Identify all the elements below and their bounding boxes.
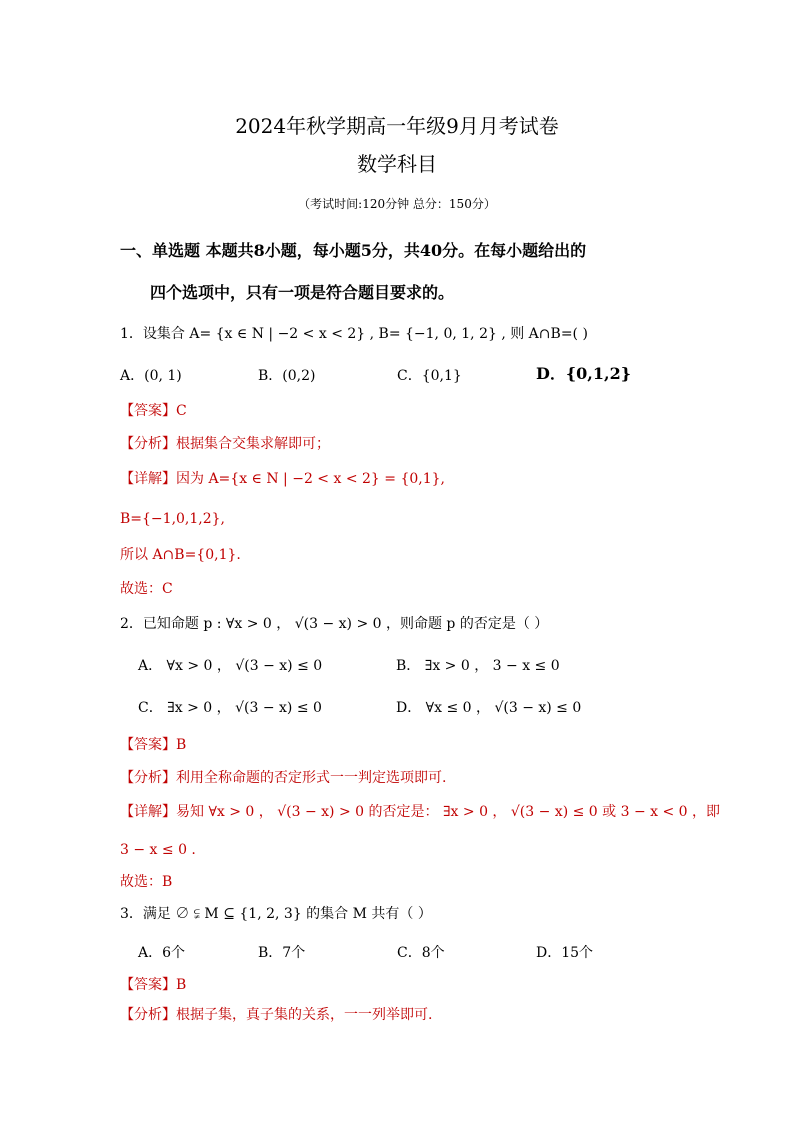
q3-option-b: B．7个 — [258, 945, 306, 961]
q3-analysis: 【分析】根据子集，真子集的关系，一一列举即可. — [120, 1007, 433, 1023]
q1-detail-line1: 【详解】因为 A={x ∈ N | −2 < x < 2} = {0,1}, — [120, 471, 445, 487]
q2-option-a: A． ∀x > 0 ， √(3 − x) ≤ 0 — [138, 658, 323, 674]
q2-detail-line2: 3 − x ≤ 0 . — [120, 842, 196, 858]
q2-option-d: D． ∀x ≤ 0 ， √(3 − x) ≤ 0 — [396, 700, 582, 716]
exam-title: 2024年秋学期高一年级9月月考试卷 — [235, 114, 559, 138]
q3-stem: 3．满足 ∅ ⫋ M ⊆ {1, 2, 3} 的集合 M 共有（ ） — [120, 906, 432, 922]
q2-choice: 故选：B — [120, 874, 173, 890]
q1-choice: 故选：C — [120, 581, 173, 597]
q2-stem: 2．已知命题 p : ∀x > 0 ， √(3 − x) > 0 ，则命题 p 的否定是（ ） — [120, 616, 549, 632]
q1-option-b: B．(0,2) — [258, 368, 316, 384]
q1-analysis: 【分析】根据集合交集求解即可； — [120, 436, 330, 452]
q1-detail-line2: B={−1,0,1,2}, — [120, 511, 225, 527]
exam-info: （考试时间:120分钟 总分：150分） — [298, 197, 496, 211]
section-heading-line2: 四个选项中，只有一项是符合题目要求的。 — [150, 283, 455, 302]
q1-detail-line3: 所以 A∩B={0,1}. — [120, 547, 241, 563]
q2-analysis: 【分析】利用全称命题的否定形式一一判定选项即可. — [120, 770, 447, 786]
q2-answer: 【答案】B — [120, 737, 187, 753]
q3-answer: 【答案】B — [120, 977, 187, 993]
section-heading-line1: 一、单选题 本题共8小题，每小题5分，共40分。在每小题给出的 — [120, 241, 587, 260]
q1-option-d: D．{0,1,2} — [536, 364, 631, 383]
q1-option-a: A．(0, 1) — [120, 368, 182, 384]
q2-detail-line1: 【详解】易知 ∀x > 0 ， √(3 − x) > 0 的否定是： ∃x > 0 ， √(3 − x) ≤ 0 或 3 − x < 0 ，即 — [120, 804, 721, 820]
q1-stem: 1．设集合 A= {x ∈ N | −2 < x < 2} , B= {−1, 0, 1, 2} , 则 A∩B=( ) — [120, 326, 588, 342]
q3-option-a: A．6个 — [138, 945, 186, 961]
q2-option-c: C． ∃x > 0 ， √(3 − x) ≤ 0 — [138, 700, 322, 716]
q1-option-c: C．{0,1} — [397, 368, 462, 384]
q2-option-b: B． ∃x > 0 ， 3 − x ≤ 0 — [396, 658, 560, 674]
q1-answer: 【答案】C — [120, 403, 187, 419]
q3-option-d: D．15个 — [536, 945, 594, 961]
subject-title: 数学科目 — [357, 152, 437, 176]
q3-option-c: C．8个 — [397, 945, 445, 961]
